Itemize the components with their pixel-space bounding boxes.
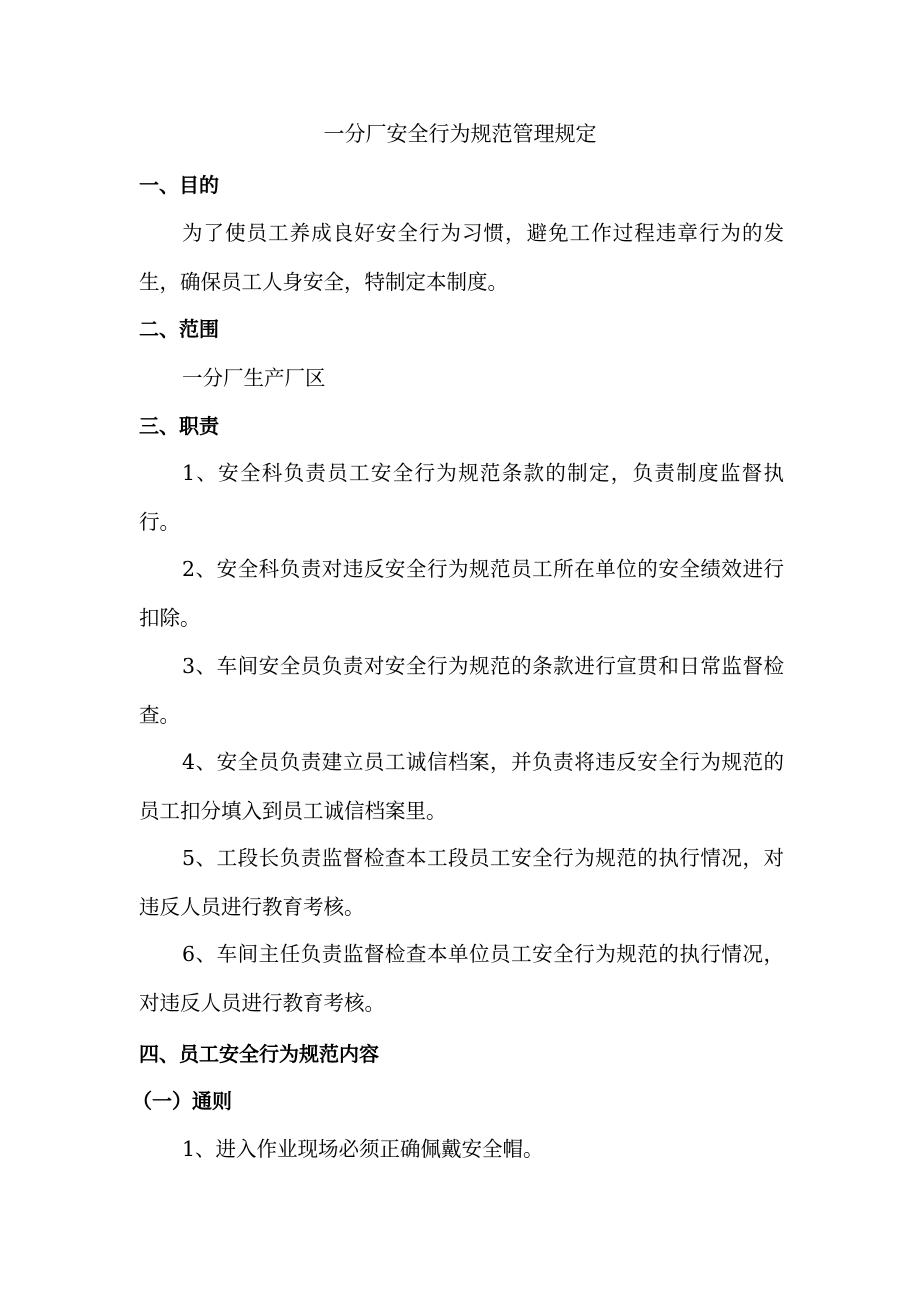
duty-item-2: 2、安全科负责对违反安全行为规范员工所在单位的安全绩效进行扣除。 <box>139 557 784 630</box>
duty-item-3: 3、车间安全员负责对安全行为规范的条款进行宣贯和日常监督检查。 <box>139 654 784 727</box>
duty-item-5: 5、工段长负责监督检查本工段员工安全行为规范的执行情况，对违反人员进行教育考核。 <box>139 846 784 919</box>
document-title: 一分厂安全行为规范管理规定 <box>323 122 597 146</box>
section-heading-duties: 三、职责 <box>139 414 219 438</box>
section-heading-scope: 二、范围 <box>139 317 219 341</box>
duty-item-6: 6、车间主任负责监督检查本单位员工安全行为规范的执行情况，对违反人员进行教育考核。 <box>139 942 784 1015</box>
subsection-heading-general: （一）通则 <box>132 1089 232 1113</box>
general-rule-1: 1、进入作业现场必须正确佩戴安全帽。 <box>182 1137 544 1161</box>
purpose-paragraph: 为了使员工养成良好安全行为习惯，避免工作过程违章行为的发生，确保员工人身安全，特制定本制度。 <box>139 221 784 294</box>
section-heading-content: 四、员工安全行为规范内容 <box>139 1042 379 1066</box>
duty-item-4: 4、安全员负责建立员工诚信档案，并负责将违反安全行为规范的员工扣分填入到员工诚信档案里。 <box>139 750 784 823</box>
section-heading-purpose: 一、目的 <box>139 173 219 197</box>
scope-text: 一分厂生产厂区 <box>182 366 326 390</box>
duty-item-1: 1、安全科负责员工安全行为规范条款的制定，负责制度监督执行。 <box>139 461 784 534</box>
